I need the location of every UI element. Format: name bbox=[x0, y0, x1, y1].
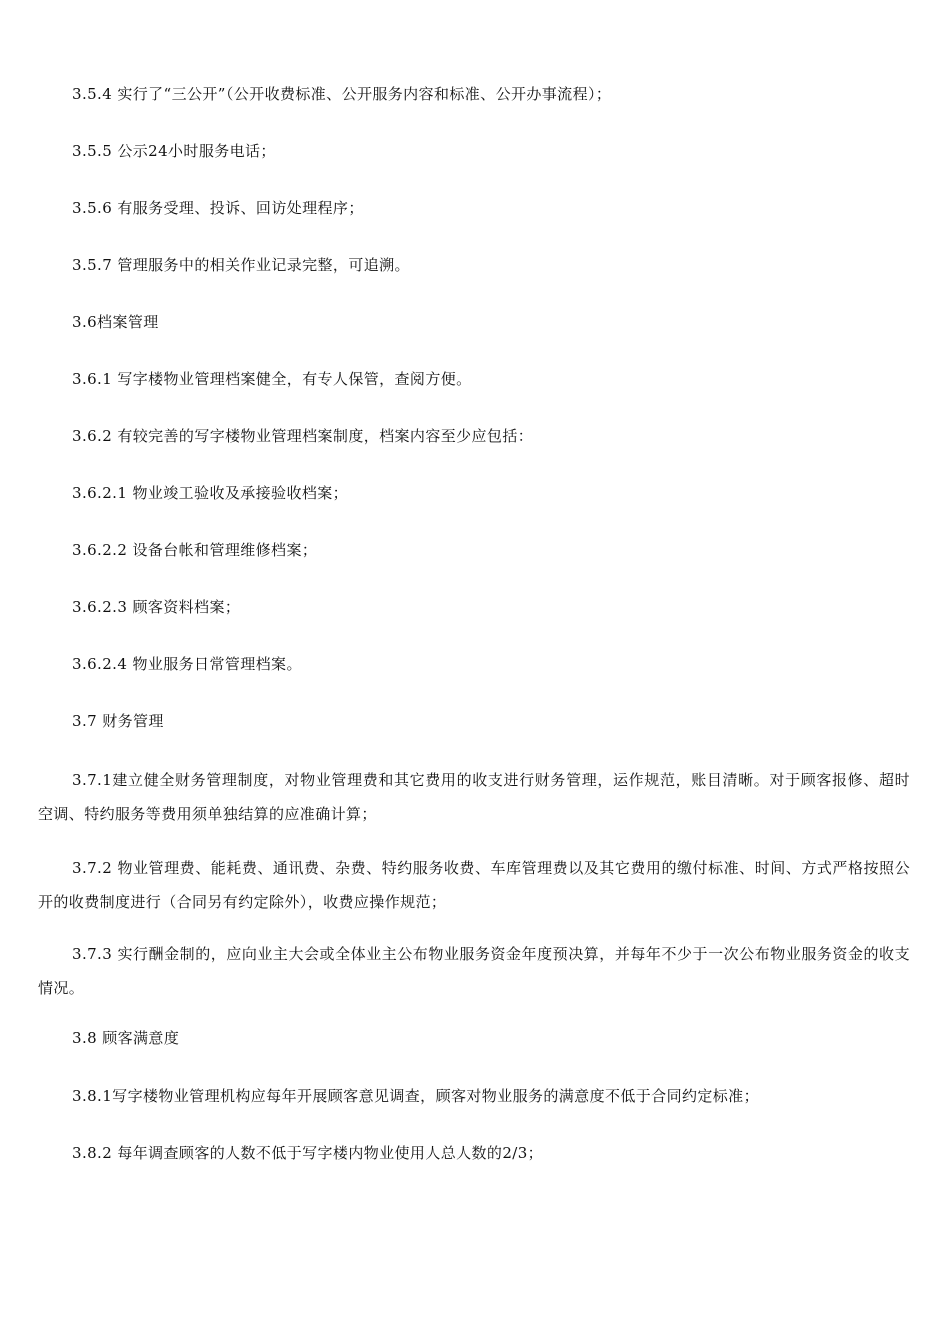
clause-3-5-5: 3.5.5 公示24小时服务电话； bbox=[72, 142, 276, 160]
clause-3-6-2-1: 3.6.2.1 物业竣工验收及承接验收档案； bbox=[72, 484, 349, 502]
clause-3-6-2-4: 3.6.2.4 物业服务日常管理档案。 bbox=[72, 655, 302, 673]
clause-3-7-3: 3.7.3 实行酬金制的，应向业主大会或全体业主公布物业服务资金年度预决算，并每年不少于一次公布物业服务资金的收支情况。 bbox=[38, 945, 910, 997]
clause-3-6-2-3: 3.6.2.3 顾客资料档案； bbox=[72, 598, 241, 616]
clause-3-5-4: 3.5.4 实行了“三公开”（公开收费标准、公开服务内容和标准、公开办事流程）； bbox=[72, 85, 612, 103]
clause-3-7-1: 3.7.1建立健全财务管理制度，对物业管理费和其它费用的收支进行财务管理，运作规范，账目清晰。对于顾客报修、超时空调、特约服务等费用须单独结算的应准确计算； bbox=[38, 771, 910, 823]
section-heading-3-6: 3.6档案管理 bbox=[72, 313, 159, 331]
clause-3-5-7: 3.5.7 管理服务中的相关作业记录完整，可追溯。 bbox=[72, 256, 410, 274]
clause-3-6-1: 3.6.1 写字楼物业管理档案健全，有专人保管，查阅方便。 bbox=[72, 370, 472, 388]
section-heading-3-8: 3.8 顾客满意度 bbox=[72, 1029, 180, 1047]
clause-3-5-6: 3.5.6 有服务受理、投诉、回访处理程序； bbox=[72, 199, 364, 217]
clause-3-6-2: 3.6.2 有较完善的写字楼物业管理档案制度，档案内容至少应包括： bbox=[72, 427, 534, 445]
section-heading-3-7: 3.7 财务管理 bbox=[72, 712, 164, 730]
clause-3-8-2: 3.8.2 每年调查顾客的人数不低于写字楼内物业使用人总人数的2/3； bbox=[72, 1144, 544, 1162]
clause-3-6-2-2: 3.6.2.2 设备台帐和管理维修档案； bbox=[72, 541, 318, 559]
clause-3-7-2: 3.7.2 物业管理费、能耗费、通讯费、杂费、特约服务收费、车库管理费以及其它费用的缴付标准、时间、方式严格按照公开的收费制度进行（合同另有约定除外），收费应操作规范； bbox=[38, 859, 910, 911]
clause-3-8-1: 3.8.1写字楼物业管理机构应每年开展顾客意见调查，顾客对物业服务的满意度不低于合同约定标准； bbox=[72, 1087, 759, 1105]
